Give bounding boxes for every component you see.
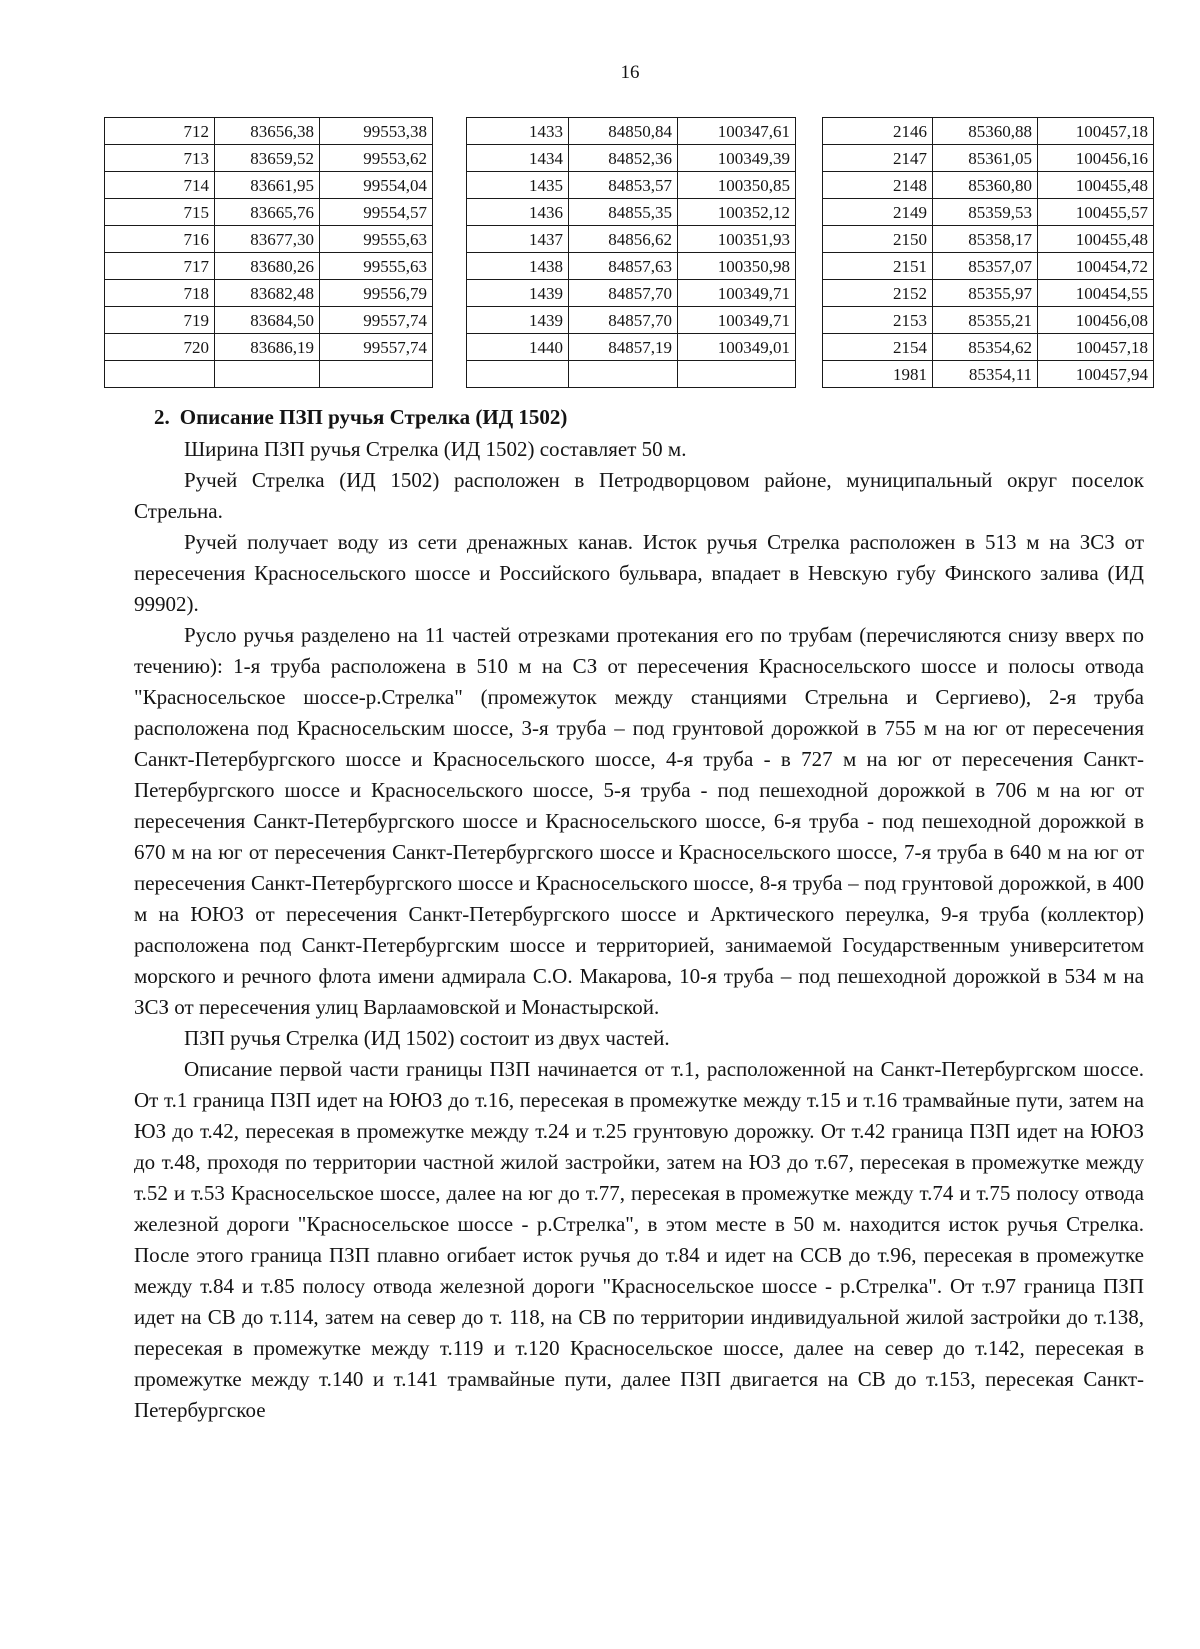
section-number: 2. (154, 405, 170, 429)
section-heading (154, 402, 1144, 433)
point-number-cell: 1440 (467, 334, 569, 361)
paragraph-boundary: Описание первой части границы ПЗП начинается от т.1, расположенной на Санкт-Петербургском шоссе. От т.1 граница ПЗП идет на ЮЮЗ до т.16, пересекая в промежутке между т.15 и т.16 трамвайные пути, затем на ЮЗ до т.42, пересекая в промежутке между т.24 и т.25 грунтовую дорожку. От т.42 граница ПЗП идет на ЮЮЗ до т.48, проходя по территории частной жилой застройки, затем на ЮЗ до т.67, пересекая в промежутке между т.52 и т.53 Красносельское шоссе, далее на юг до т.77, пересекая в промежутке между т.74 и т.75 полосу отвода железной дороги "Красносельское шоссе - р.Стрелка", в этом месте в 50 м. находится исток ручья Стрелка. После этого граница ПЗП плавно огибает исток ручья до т.84 и идет на ССВ до т.96, пересекая в промежутке между т.84 и т.85 полосу отвода железной дороги "Красносельское шоссе - р.Стрелка". От т.97 граница ПЗП идет на СВ до т.114, затем на север до т. 118, на СВ по территории индивидуальной жилой застройки до т.138, пересекая в промежутке между т.119 и т.120 Красносельское шоссе, далее на север до т.142, пересекая в промежутке между т.140 и т.141 трамвайные пути, далее ПЗП двигается на СВ до т.153, пересекая Санкт-Петербургское (134, 1057, 1144, 1422)
point-number-cell: 2147 (823, 145, 933, 172)
x-coordinate-cell: 83656,38 (215, 118, 320, 145)
x-coordinate-cell: 83661,95 (215, 172, 320, 199)
y-coordinate-cell: 99553,38 (320, 118, 433, 145)
table-row (823, 199, 1154, 226)
point-number-cell: 718 (105, 280, 215, 307)
y-coordinate-cell: 99555,63 (320, 226, 433, 253)
y-coordinate-cell: 99555,63 (320, 253, 433, 280)
y-coordinate-cell: 100457,94 (1038, 361, 1154, 388)
y-coordinate-cell: 99553,62 (320, 145, 433, 172)
point-number-cell: 1433 (467, 118, 569, 145)
table-row (467, 172, 796, 199)
paragraph-parts: ПЗП ручья Стрелка (ИД 1502) состоит из двух частей. (184, 1026, 670, 1050)
x-coordinate-cell: 85358,17 (933, 226, 1038, 253)
paragraph-source: Ручей получает воду из сети дренажных канав. Исток ручья Стрелка расположен в 513 м на ЗСЗ от пересечения Красносельского шоссе и Российского бульвара, впадает в Невскую губу Финского залива (ИД 99902). (134, 530, 1144, 616)
x-coordinate-cell: 85360,80 (933, 172, 1038, 199)
y-coordinate-cell: 100456,08 (1038, 307, 1154, 334)
point-number-cell: 1439 (467, 307, 569, 334)
x-coordinate-cell: 85354,62 (933, 334, 1038, 361)
y-coordinate-cell: 100349,71 (678, 307, 796, 334)
coordinates-table-3 (822, 117, 1154, 388)
x-coordinate-cell: 84855,35 (569, 199, 678, 226)
y-coordinate-cell: 100351,93 (678, 226, 796, 253)
x-coordinate-cell: 84853,57 (569, 172, 678, 199)
point-number-cell: 1438 (467, 253, 569, 280)
y-coordinate-cell: 99554,04 (320, 172, 433, 199)
y-coordinate-cell: 100457,18 (1038, 334, 1154, 361)
y-coordinate-cell: 99556,79 (320, 280, 433, 307)
table-row (467, 145, 796, 172)
table-row (823, 145, 1154, 172)
y-coordinate-cell (678, 361, 796, 388)
y-coordinate-cell: 100454,72 (1038, 253, 1154, 280)
point-number-cell: 1981 (823, 361, 933, 388)
point-number-cell: 2149 (823, 199, 933, 226)
x-coordinate-cell: 85360,88 (933, 118, 1038, 145)
table-row (105, 118, 433, 145)
page-number: 16 (620, 62, 640, 83)
table-row (467, 361, 796, 388)
point-number-cell: 1436 (467, 199, 569, 226)
y-coordinate-cell: 100349,71 (678, 280, 796, 307)
table-row (105, 172, 433, 199)
x-coordinate-cell: 84857,70 (569, 280, 678, 307)
paragraph-location: Ручей Стрелка (ИД 1502) расположен в Петродворцовом районе, муниципальный округ поселок Стрельна. (134, 468, 1144, 523)
x-coordinate-cell: 84850,84 (569, 118, 678, 145)
table-row (467, 307, 796, 334)
point-number-cell: 2148 (823, 172, 933, 199)
paragraph-pipes: Русло ручья разделено на 11 частей отрезками протекания его по трубам (перечисляются снизу вверх по течению): 1-я труба расположена в 510 м на СЗ от пересечения Красносельского шоссе и полосы отвода "Красносельское шоссе-р.Стрелка" (промежуток между станциями Стрельна и Сергиево), 2-я труба расположена под Красносельским шоссе, 3-я труба – под грунтовой дорожкой в 755 м на юг от пересечения Санкт-Петербургского шоссе и Красносельского шоссе, 4-я труба - в 727 м на юг от пересечения Санкт-Петербургского шоссе и Красносельского шоссе, 5-я труба - под пешеходной дорожкой в 706 м на юг от пересечения Санкт-Петербургского шоссе и Красносельского шоссе, 6-я труба - под пешеходной дорожкой в 670 м на юг от пересечения Санкт-Петербургского шоссе и Красносельского шоссе, 7-я труба в 640 м на юг от пересечения Санкт-Петербургского шоссе и Красносельского шоссе, 8-я труба – под грунтовой дорожкой, в 400 м на ЮЮЗ от пересечения Санкт-Петербургского шоссе и Арктического переулка, 9-я труба (коллектор) расположена под Санкт-Петербургским шоссе и территорией, занимаемой Государственным университетом морского и речного флота имени адмирала С.О. Макарова, 10-я труба – под пешеходной дорожкой в 534 м на ЗСЗ от пересечения улиц Варлаамовской и Монастырской. (134, 623, 1144, 1019)
point-number-cell: 2146 (823, 118, 933, 145)
y-coordinate-cell: 99554,57 (320, 199, 433, 226)
y-coordinate-cell: 100349,01 (678, 334, 796, 361)
table-row (467, 226, 796, 253)
y-coordinate-cell: 100455,57 (1038, 199, 1154, 226)
coordinates-tables (104, 117, 1154, 397)
point-number-cell: 2154 (823, 334, 933, 361)
y-coordinate-cell: 100454,55 (1038, 280, 1154, 307)
point-number-cell: 1437 (467, 226, 569, 253)
section-title: Описание ПЗП ручья Стрелка (ИД 1502) (179, 405, 568, 429)
y-coordinate-cell: 100350,98 (678, 253, 796, 280)
coordinates-table-2 (466, 117, 796, 388)
paragraph-width: Ширина ПЗП ручья Стрелка (ИД 1502) составляет 50 м. (184, 437, 687, 461)
x-coordinate-cell: 85355,97 (933, 280, 1038, 307)
table-row (105, 145, 433, 172)
x-coordinate-cell: 83682,48 (215, 280, 320, 307)
table-row (467, 253, 796, 280)
x-coordinate-cell: 85357,07 (933, 253, 1038, 280)
table-row (823, 334, 1154, 361)
y-coordinate-cell: 99557,74 (320, 307, 433, 334)
y-coordinate-cell: 100347,61 (678, 118, 796, 145)
table-row (105, 199, 433, 226)
table-row (823, 172, 1154, 199)
coordinates-table-1 (104, 117, 433, 388)
x-coordinate-cell (215, 361, 320, 388)
table-row (467, 199, 796, 226)
table-row (467, 334, 796, 361)
point-number-cell: 719 (105, 307, 215, 334)
y-coordinate-cell: 100352,12 (678, 199, 796, 226)
x-coordinate-cell: 84852,36 (569, 145, 678, 172)
x-coordinate-cell: 85354,11 (933, 361, 1038, 388)
table-row (105, 334, 433, 361)
point-number-cell: 713 (105, 145, 215, 172)
y-coordinate-cell (320, 361, 433, 388)
point-number-cell: 2152 (823, 280, 933, 307)
point-number-cell: 715 (105, 199, 215, 226)
x-coordinate-cell: 83659,52 (215, 145, 320, 172)
y-coordinate-cell: 100455,48 (1038, 226, 1154, 253)
table-row (467, 118, 796, 145)
y-coordinate-cell: 100350,85 (678, 172, 796, 199)
point-number-cell: 712 (105, 118, 215, 145)
table-row (823, 226, 1154, 253)
x-coordinate-cell: 84857,63 (569, 253, 678, 280)
point-number-cell: 1435 (467, 172, 569, 199)
document-body (134, 402, 1144, 1426)
table-row (823, 307, 1154, 334)
table-row (823, 253, 1154, 280)
table-row (105, 226, 433, 253)
point-number-cell: 2153 (823, 307, 933, 334)
x-coordinate-cell: 84856,62 (569, 226, 678, 253)
x-coordinate-cell: 84857,19 (569, 334, 678, 361)
x-coordinate-cell: 84857,70 (569, 307, 678, 334)
x-coordinate-cell: 85355,21 (933, 307, 1038, 334)
table-row (105, 253, 433, 280)
point-number-cell (467, 361, 569, 388)
x-coordinate-cell: 83680,26 (215, 253, 320, 280)
point-number-cell (105, 361, 215, 388)
x-coordinate-cell: 83677,30 (215, 226, 320, 253)
table-row (823, 118, 1154, 145)
table-row (105, 280, 433, 307)
point-number-cell: 2150 (823, 226, 933, 253)
table-row (105, 361, 433, 388)
point-number-cell: 717 (105, 253, 215, 280)
point-number-cell: 716 (105, 226, 215, 253)
y-coordinate-cell: 100455,48 (1038, 172, 1154, 199)
table-row (467, 280, 796, 307)
x-coordinate-cell (569, 361, 678, 388)
x-coordinate-cell: 85361,05 (933, 145, 1038, 172)
y-coordinate-cell: 100456,16 (1038, 145, 1154, 172)
x-coordinate-cell: 83686,19 (215, 334, 320, 361)
y-coordinate-cell: 100349,39 (678, 145, 796, 172)
x-coordinate-cell: 83665,76 (215, 199, 320, 226)
table-row (823, 280, 1154, 307)
point-number-cell: 714 (105, 172, 215, 199)
y-coordinate-cell: 99557,74 (320, 334, 433, 361)
table-row (105, 307, 433, 334)
x-coordinate-cell: 85359,53 (933, 199, 1038, 226)
point-number-cell: 720 (105, 334, 215, 361)
point-number-cell: 1439 (467, 280, 569, 307)
x-coordinate-cell: 83684,50 (215, 307, 320, 334)
y-coordinate-cell: 100457,18 (1038, 118, 1154, 145)
point-number-cell: 1434 (467, 145, 569, 172)
point-number-cell: 2151 (823, 253, 933, 280)
table-row (823, 361, 1154, 388)
